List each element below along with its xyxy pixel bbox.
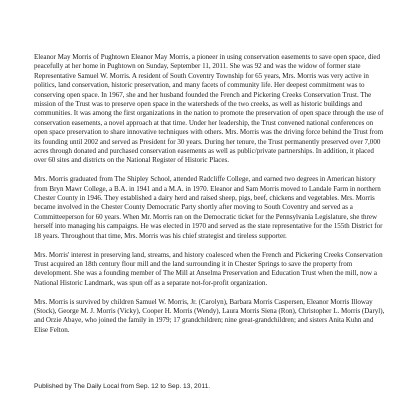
obituary-paragraph-1: Eleanor May Morris of Pughtown Eleanor May Morris, a pioneer in using conservation easements to save open space, died peacefully at her home in Pughtown on Sunday, September 11, 2011. She was 92 and was the widow of former state Representative Samuel W. Morris. A resident of South Coventry Township for 65 years, Mrs. Morris was very active in politics, land conservation, historic preservation, and many facets of community life. Her deepest commitment was to conserving open space. In 1967, she and her husband founded the French and Pickering Creeks Conservation Trust. The mission of the Trust was to preserve open space in the watersheds of the two creeks, as well as historic buildings and communities. It was among the first organizations in the nation to promote the preservation of open space through the use of conservation easements, a novel approach at that time. Under her leadership, the Trust convened national conferences on open space preservation to share innovative techniques with others. Mrs. Morris was the driving force behind the Trust from its founding until 2002 and served as President for 30 years. During her tenure, the Trust permanently preserved over 7,000 acres through donated and purchased conservation easements as well as public/private partnerships. In addition, it placed over 60 sites and districts on the National Register of Historic Places. [34, 53, 384, 165]
obituary-paragraph-4: Mrs. Morris is survived by children Samuel W. Morris, Jr. (Carolyn), Barbara Morris Caspersen, Eleanor Morris Illoway (Stock), George M. J. Morris (Vicky), Cooper H. Morris (Wendy), Laura Morris Siena (Ron), Christopher L. Morris (Daryl), and Orzie Abaye, who joined the family in 1979; 17 grandchildren; nine great-grandchildren; and sisters Anita Kuhn and Elise Felton. [34, 297, 385, 334]
obituary-paragraph-3: Mrs. Morris' interest in preserving land, streams, and history coalesced when the French and Pickering Creeks Conservation Trust acquired an 18th century flour mill and the land surrounding it in Chester Springs to save the property from development. She was a founding member of The Mill at Anselma Preservation and Education Trust when the mill, now a National Historic Landmark, was spun off as a separate not-for-profit organization. [34, 250, 383, 287]
publication-footer: Published by The Daily Local from Sep. 12 to Sep. 13, 2011. [34, 383, 211, 390]
obituary-document [34, 53, 387, 345]
obituary-paragraph-2: Mrs. Morris graduated from The Shipley School, attended Radcliffe College, and earned two degrees in American history from Bryn Mawr College, a B.A. in 1941 and a M.A. in 1970. Eleanor and Sam Morris moved to Landale Farm in northern Chester County in 1946. They established a dairy herd and raised sheep, pigs, beef, chickens and vegetables. Mrs. Morris became involved in the Chester County Democratic Party shortly after moving to South Coventry and served as a Committeeperson for 60 years. When Mr. Morris ran on the Democratic ticket for the Pennsylvania Legislature, she threw herself into managing his campaigns. He was elected in 1970 and served as the state representative for the 155th District for 18 years. Throughout that time, Mrs. Morris was his chief strategist and tireless supporter. [34, 175, 383, 240]
